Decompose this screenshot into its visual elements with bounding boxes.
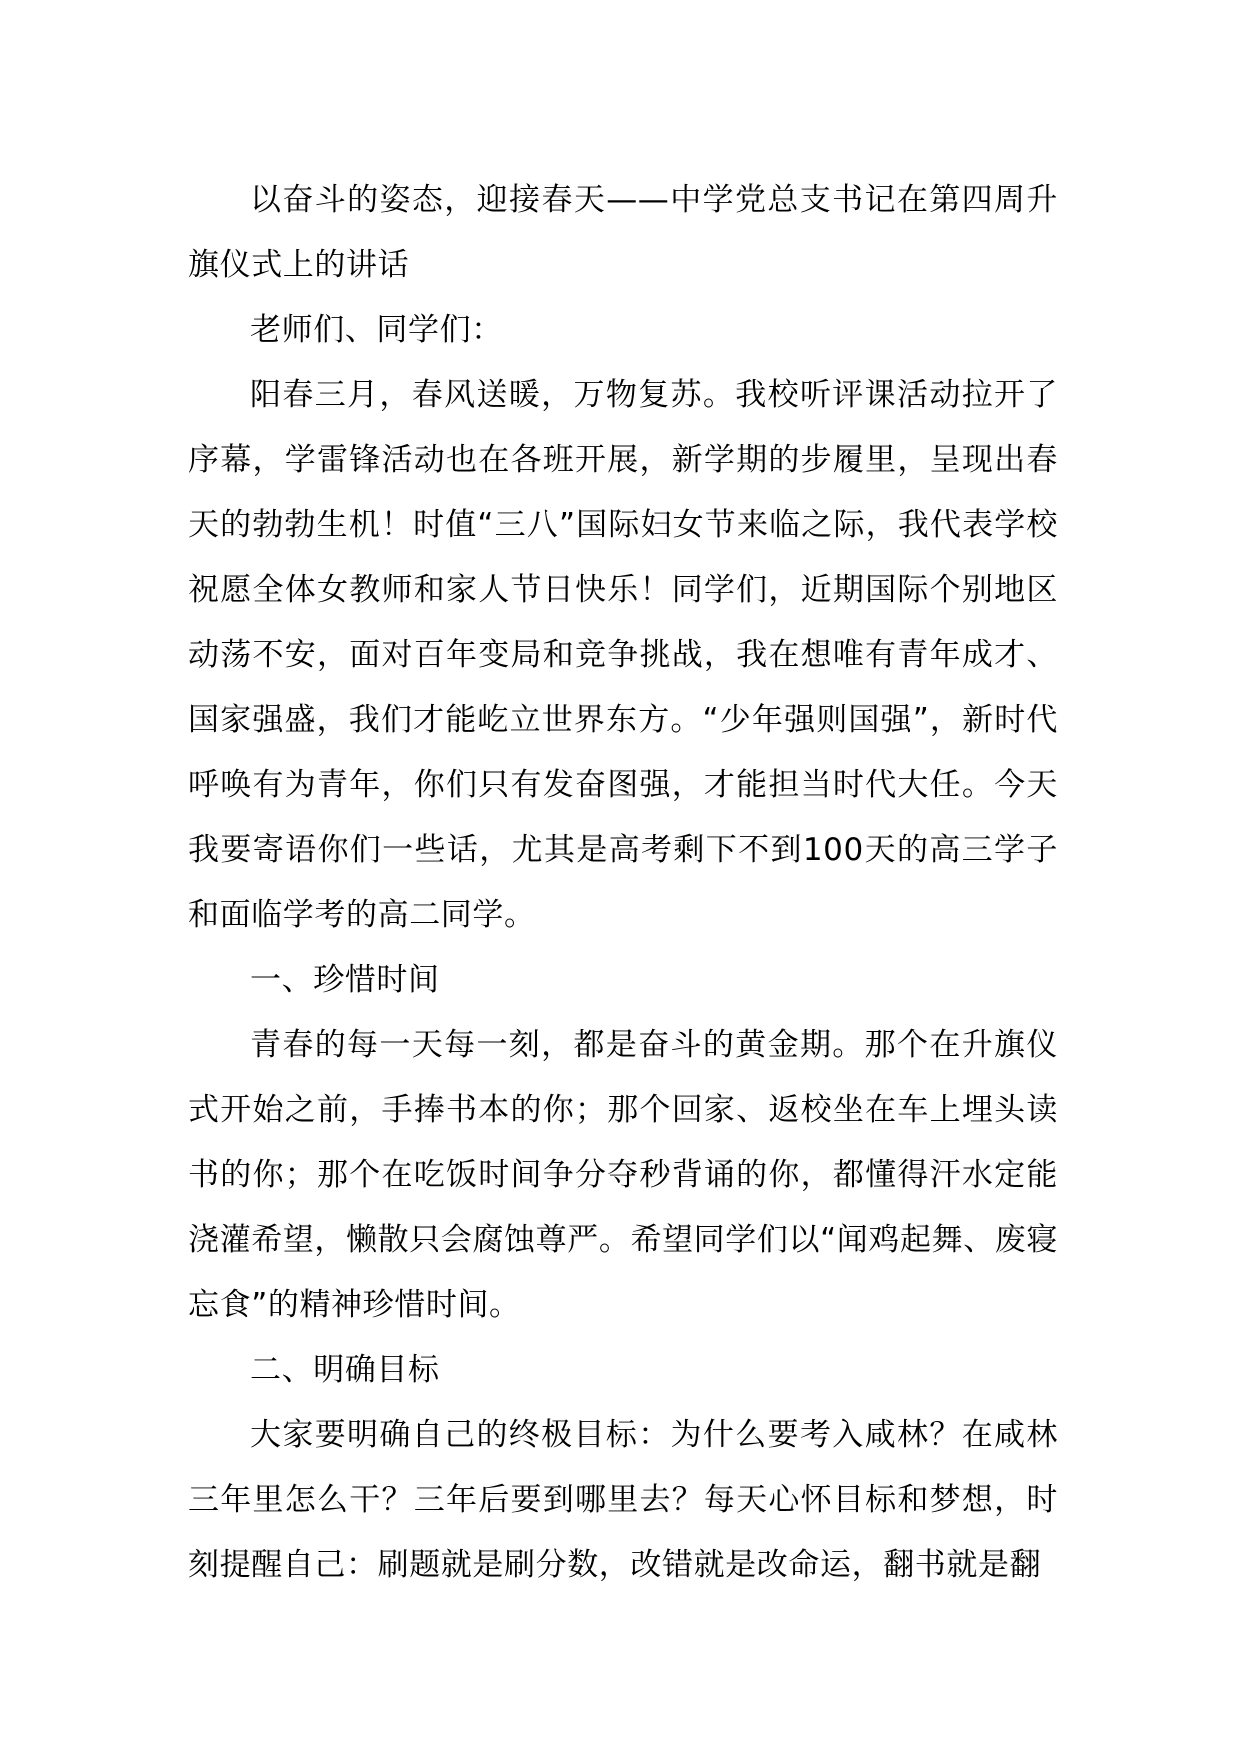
section-heading-clear-goals: 二、明确目标 — [250, 1352, 440, 1388]
salutation: 老师们、同学们： — [250, 312, 503, 348]
document-body — [188, 168, 1058, 1598]
document-title: 以奋斗的姿态，迎接春天——中学党总支书记在第四周升旗仪式上的讲话 — [188, 182, 1058, 283]
section-heading-cherish-time: 一、珍惜时间 — [250, 962, 440, 998]
paragraph-clear-goals: 大家要明确自己的终极目标：为什么要考入咸林？在咸林三年里怎么干？三年后要到哪里去？每天心怀目标和梦想，时刻提醒自己：刷题就是刷分数，改错就是改命运，翻书就是翻 — [188, 1417, 1058, 1583]
paragraph-cherish-time: 青春的每一天每一刻，都是奋斗的黄金期。那个在升旗仪式开始之前，手捧书本的你；那个回家、返校坐在车上埋头读书的你；那个在吃饭时间争分夺秒背诵的你，都懂得汗水定能浇灌希望，懒散只会腐蚀尊严。希望同学们以“闻鸡起舞、废寝忘食”的精神珍惜时间。 — [188, 1027, 1058, 1323]
paragraph-opening: 阳春三月，春风送暖，万物复苏。我校听评课活动拉开了序幕，学雷锋活动也在各班开展，新学期的步履里，呈现出春天的勃勃生机！时值“三八”国际妇女节来临之际，我代表学校祝愿全体女教师和家人节日快乐！同学们，近期国际个别地区动荡不安，面对百年变局和竞争挑战，我在想唯有青年成才、国家强盛，我们才能屹立世界东方。“少年强则国强”，新时代呼唤有为青年，你们只有发奋图强，才能担当时代大任。今天我要寄语你们一些话，尤其是高考剩下不到100天的高三学子和面临学考的高二同学。 — [188, 377, 1058, 933]
